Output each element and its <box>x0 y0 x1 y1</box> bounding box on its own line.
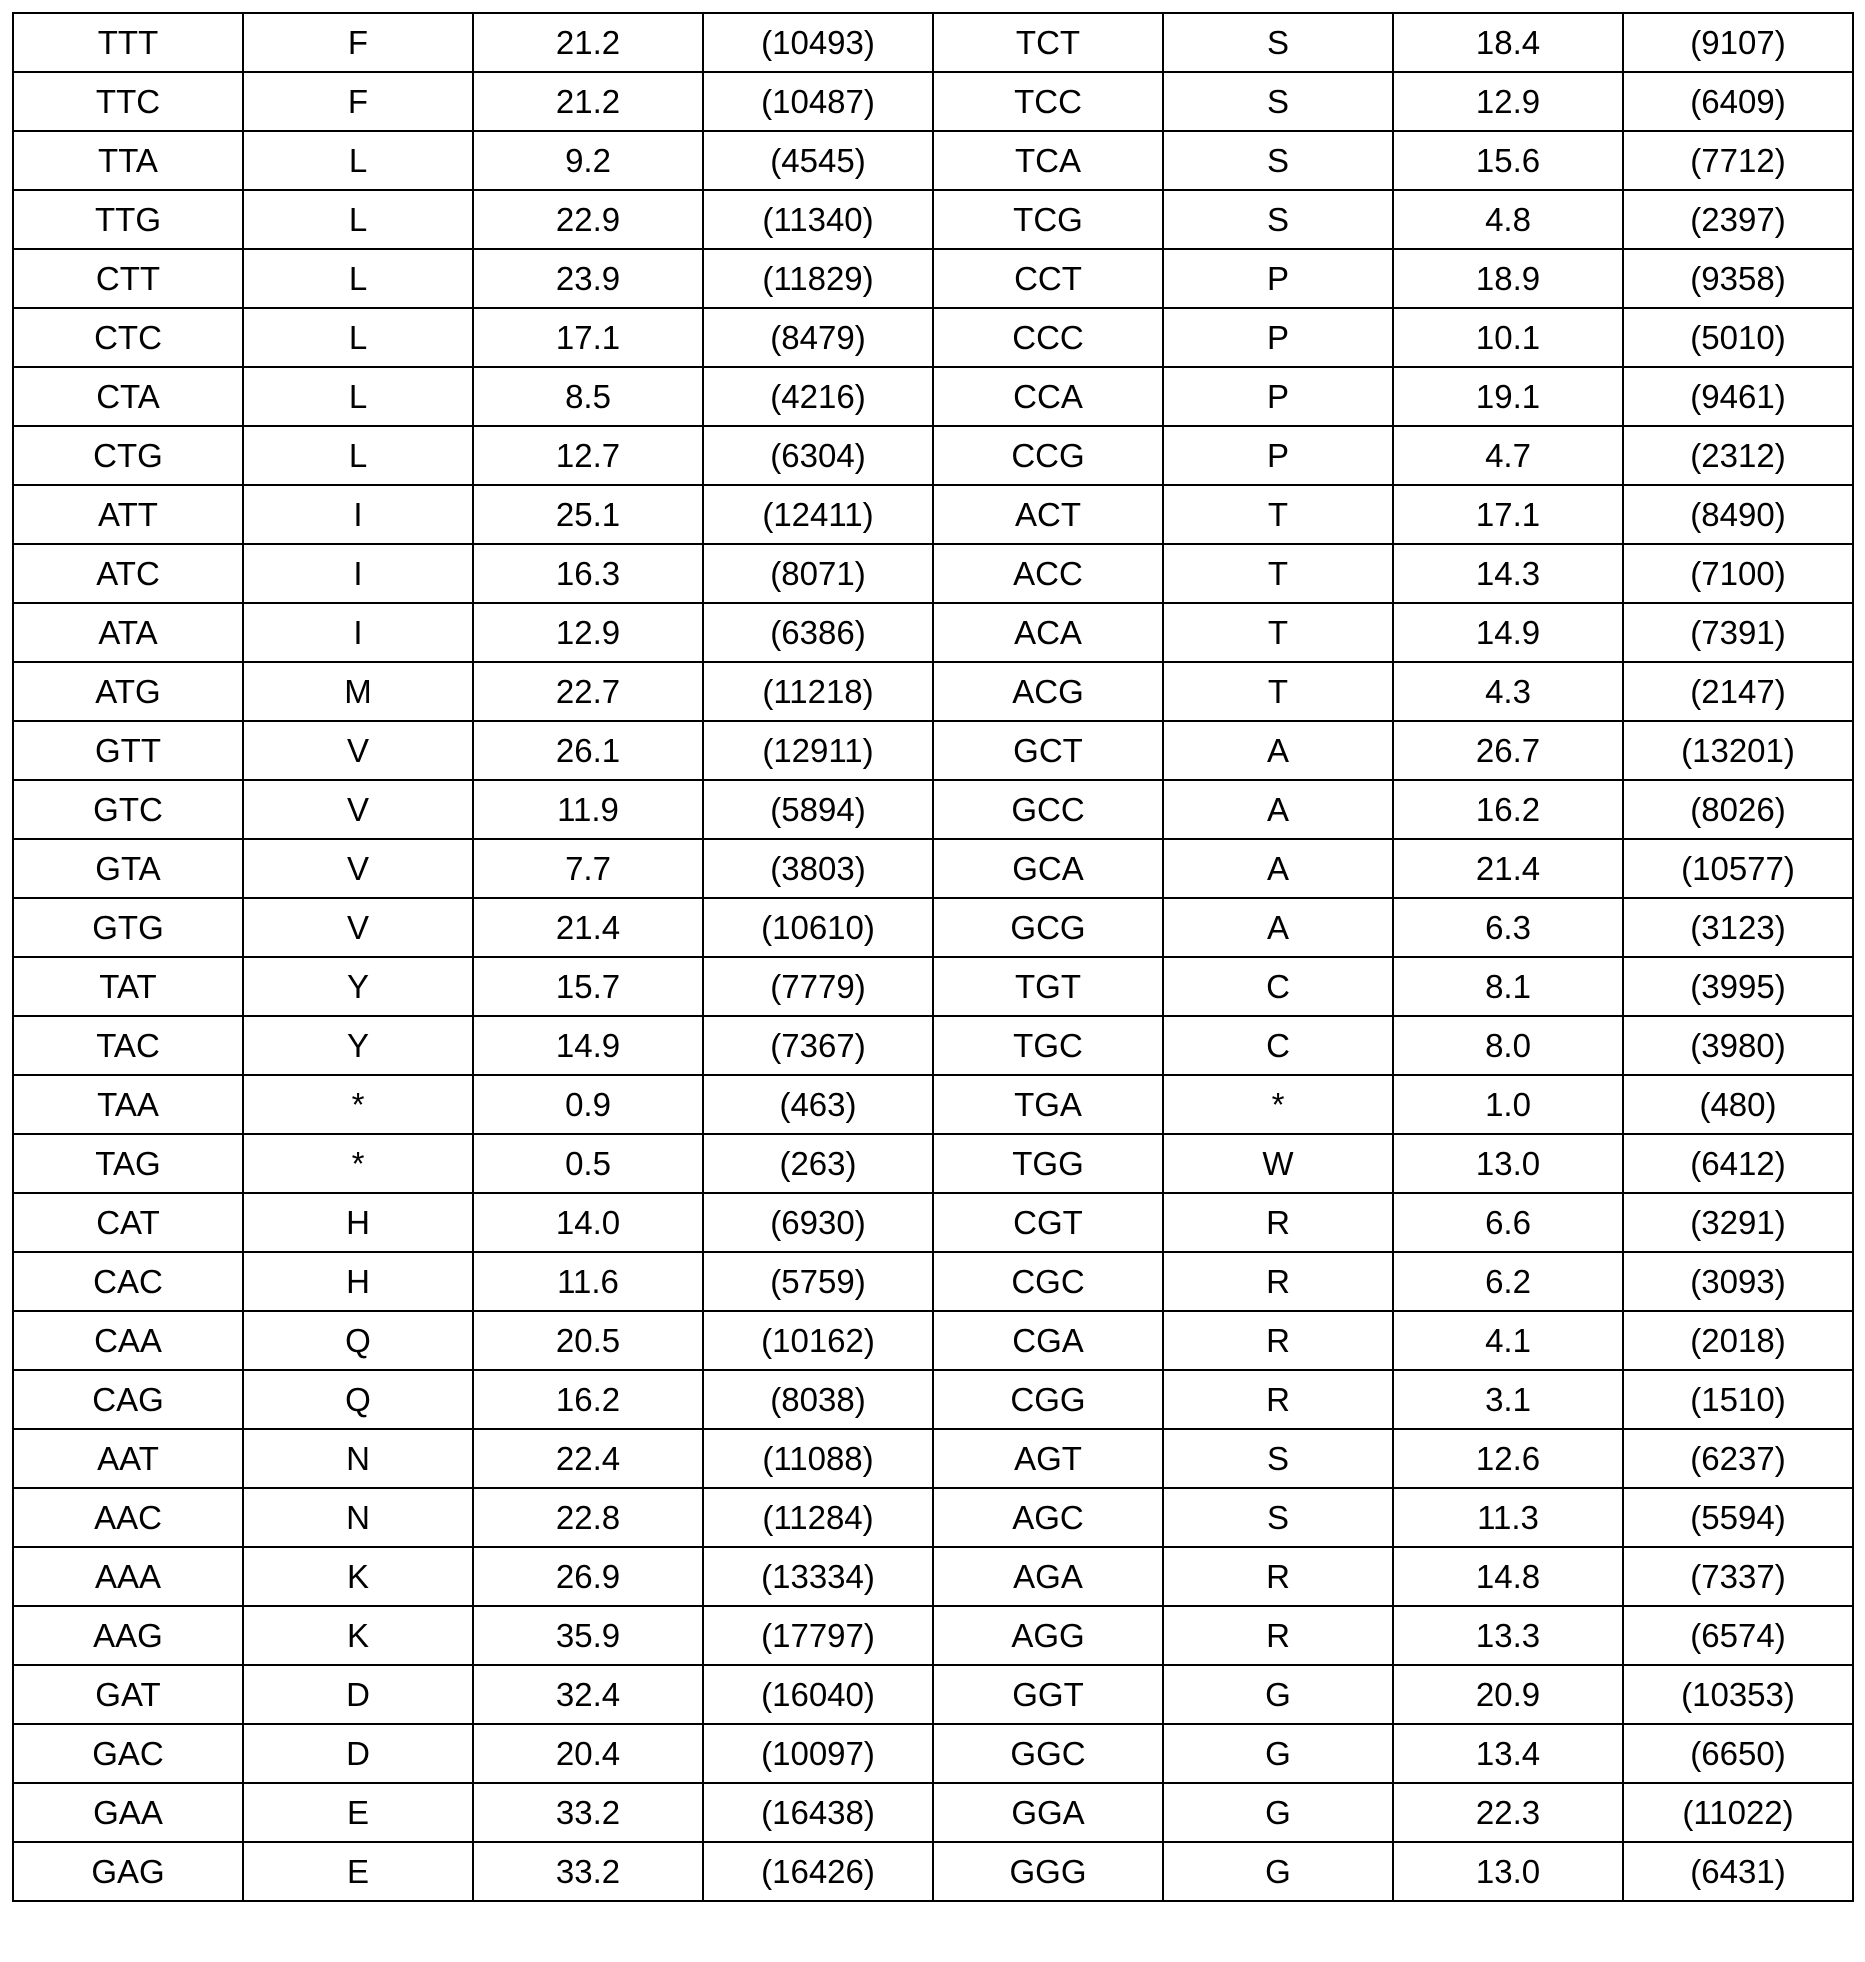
frequency-cell: 0.9 <box>473 1075 703 1134</box>
frequency-cell: 25.1 <box>473 485 703 544</box>
frequency-cell: 4.1 <box>1393 1311 1623 1370</box>
count-cell: (8071) <box>703 544 933 603</box>
table-row <box>13 131 1853 190</box>
amino-acid-cell: E <box>243 1783 473 1842</box>
count-cell: (11340) <box>703 190 933 249</box>
count-cell: (3803) <box>703 839 933 898</box>
frequency-cell: 14.9 <box>473 1016 703 1075</box>
amino-acid-cell: I <box>243 485 473 544</box>
amino-acid-cell: N <box>243 1488 473 1547</box>
amino-acid-cell: Q <box>243 1311 473 1370</box>
codon-cell: GCC <box>933 780 1163 839</box>
codon-cell: TAG <box>13 1134 243 1193</box>
count-cell: (2018) <box>1623 1311 1853 1370</box>
codon-cell: CGG <box>933 1370 1163 1429</box>
frequency-cell: 18.9 <box>1393 249 1623 308</box>
table-row <box>13 1134 1853 1193</box>
amino-acid-cell: E <box>243 1842 473 1901</box>
codon-cell: TAC <box>13 1016 243 1075</box>
count-cell: (11829) <box>703 249 933 308</box>
codon-cell: TAA <box>13 1075 243 1134</box>
count-cell: (12411) <box>703 485 933 544</box>
frequency-cell: 1.0 <box>1393 1075 1623 1134</box>
codon-cell: TGG <box>933 1134 1163 1193</box>
codon-cell: ATT <box>13 485 243 544</box>
count-cell: (6304) <box>703 426 933 485</box>
amino-acid-cell: S <box>1163 72 1393 131</box>
count-cell: (2312) <box>1623 426 1853 485</box>
codon-cell: GTA <box>13 839 243 898</box>
count-cell: (6930) <box>703 1193 933 1252</box>
amino-acid-cell: A <box>1163 780 1393 839</box>
frequency-cell: 20.4 <box>473 1724 703 1783</box>
frequency-cell: 16.2 <box>473 1370 703 1429</box>
amino-acid-cell: V <box>243 898 473 957</box>
frequency-cell: 4.3 <box>1393 662 1623 721</box>
count-cell: (8490) <box>1623 485 1853 544</box>
count-cell: (3291) <box>1623 1193 1853 1252</box>
amino-acid-cell: C <box>1163 957 1393 1016</box>
codon-cell: CTG <box>13 426 243 485</box>
frequency-cell: 16.2 <box>1393 780 1623 839</box>
codon-cell: ACC <box>933 544 1163 603</box>
frequency-cell: 22.3 <box>1393 1783 1623 1842</box>
count-cell: (6574) <box>1623 1606 1853 1665</box>
table-row <box>13 426 1853 485</box>
count-cell: (9358) <box>1623 249 1853 308</box>
codon-cell: GCA <box>933 839 1163 898</box>
frequency-cell: 11.6 <box>473 1252 703 1311</box>
table-row <box>13 721 1853 780</box>
codon-cell: ACT <box>933 485 1163 544</box>
amino-acid-cell: G <box>1163 1783 1393 1842</box>
amino-acid-cell: L <box>243 190 473 249</box>
frequency-cell: 11.3 <box>1393 1488 1623 1547</box>
amino-acid-cell: P <box>1163 367 1393 426</box>
amino-acid-cell: H <box>243 1252 473 1311</box>
frequency-cell: 35.9 <box>473 1606 703 1665</box>
frequency-cell: 12.9 <box>1393 72 1623 131</box>
table-row <box>13 957 1853 1016</box>
amino-acid-cell: Y <box>243 957 473 1016</box>
frequency-cell: 22.9 <box>473 190 703 249</box>
count-cell: (16040) <box>703 1665 933 1724</box>
count-cell: (13334) <box>703 1547 933 1606</box>
count-cell: (6409) <box>1623 72 1853 131</box>
amino-acid-cell: S <box>1163 1429 1393 1488</box>
table-row <box>13 1370 1853 1429</box>
codon-cell: AAA <box>13 1547 243 1606</box>
amino-acid-cell: A <box>1163 839 1393 898</box>
count-cell: (11022) <box>1623 1783 1853 1842</box>
frequency-cell: 6.6 <box>1393 1193 1623 1252</box>
amino-acid-cell: S <box>1163 1488 1393 1547</box>
codon-cell: GAA <box>13 1783 243 1842</box>
count-cell: (7367) <box>703 1016 933 1075</box>
count-cell: (2147) <box>1623 662 1853 721</box>
count-cell: (463) <box>703 1075 933 1134</box>
amino-acid-cell: R <box>1163 1606 1393 1665</box>
codon-cell: CCT <box>933 249 1163 308</box>
frequency-cell: 20.5 <box>473 1311 703 1370</box>
codon-cell: CAT <box>13 1193 243 1252</box>
codon-cell: CAA <box>13 1311 243 1370</box>
codon-cell: CTA <box>13 367 243 426</box>
frequency-cell: 21.4 <box>473 898 703 957</box>
codon-cell: AGC <box>933 1488 1163 1547</box>
amino-acid-cell: F <box>243 72 473 131</box>
amino-acid-cell: L <box>243 131 473 190</box>
count-cell: (10493) <box>703 13 933 72</box>
codon-cell: TAT <box>13 957 243 1016</box>
amino-acid-cell: L <box>243 426 473 485</box>
count-cell: (3980) <box>1623 1016 1853 1075</box>
frequency-cell: 8.0 <box>1393 1016 1623 1075</box>
count-cell: (9107) <box>1623 13 1853 72</box>
frequency-cell: 14.3 <box>1393 544 1623 603</box>
frequency-cell: 33.2 <box>473 1783 703 1842</box>
amino-acid-cell: V <box>243 721 473 780</box>
count-cell: (10610) <box>703 898 933 957</box>
codon-cell: CCA <box>933 367 1163 426</box>
count-cell: (263) <box>703 1134 933 1193</box>
count-cell: (13201) <box>1623 721 1853 780</box>
codon-cell: GGC <box>933 1724 1163 1783</box>
frequency-cell: 21.2 <box>473 13 703 72</box>
table-row <box>13 1016 1853 1075</box>
frequency-cell: 26.9 <box>473 1547 703 1606</box>
codon-cell: TTT <box>13 13 243 72</box>
amino-acid-cell: G <box>1163 1842 1393 1901</box>
frequency-cell: 26.7 <box>1393 721 1623 780</box>
codon-cell: GTC <box>13 780 243 839</box>
count-cell: (4216) <box>703 367 933 426</box>
count-cell: (10353) <box>1623 1665 1853 1724</box>
frequency-cell: 19.1 <box>1393 367 1623 426</box>
amino-acid-cell: R <box>1163 1193 1393 1252</box>
amino-acid-cell: R <box>1163 1370 1393 1429</box>
table-row <box>13 603 1853 662</box>
count-cell: (10162) <box>703 1311 933 1370</box>
frequency-cell: 32.4 <box>473 1665 703 1724</box>
count-cell: (8038) <box>703 1370 933 1429</box>
table-row <box>13 1665 1853 1724</box>
codon-cell: ATC <box>13 544 243 603</box>
count-cell: (11218) <box>703 662 933 721</box>
frequency-cell: 15.7 <box>473 957 703 1016</box>
codon-usage-table <box>12 12 1854 1902</box>
table-row <box>13 485 1853 544</box>
frequency-cell: 21.4 <box>1393 839 1623 898</box>
frequency-cell: 4.8 <box>1393 190 1623 249</box>
codon-cell: AAC <box>13 1488 243 1547</box>
codon-cell: GTG <box>13 898 243 957</box>
amino-acid-cell: S <box>1163 131 1393 190</box>
count-cell: (5894) <box>703 780 933 839</box>
table-row <box>13 780 1853 839</box>
count-cell: (3093) <box>1623 1252 1853 1311</box>
amino-acid-cell: N <box>243 1429 473 1488</box>
codon-cell: CTT <box>13 249 243 308</box>
codon-cell: AAG <box>13 1606 243 1665</box>
frequency-cell: 14.0 <box>473 1193 703 1252</box>
amino-acid-cell: I <box>243 603 473 662</box>
codon-cell: GGA <box>933 1783 1163 1842</box>
count-cell: (6237) <box>1623 1429 1853 1488</box>
codon-cell: CGT <box>933 1193 1163 1252</box>
amino-acid-cell: T <box>1163 662 1393 721</box>
table-row <box>13 1547 1853 1606</box>
frequency-cell: 11.9 <box>473 780 703 839</box>
count-cell: (17797) <box>703 1606 933 1665</box>
codon-cell: CAC <box>13 1252 243 1311</box>
frequency-cell: 14.9 <box>1393 603 1623 662</box>
count-cell: (16438) <box>703 1783 933 1842</box>
frequency-cell: 21.2 <box>473 72 703 131</box>
codon-cell: ATG <box>13 662 243 721</box>
table-row <box>13 898 1853 957</box>
table-row <box>13 839 1853 898</box>
frequency-cell: 7.7 <box>473 839 703 898</box>
amino-acid-cell: S <box>1163 190 1393 249</box>
frequency-cell: 26.1 <box>473 721 703 780</box>
amino-acid-cell: I <box>243 544 473 603</box>
frequency-cell: 9.2 <box>473 131 703 190</box>
table-row <box>13 544 1853 603</box>
frequency-cell: 3.1 <box>1393 1370 1623 1429</box>
codon-cell: GCT <box>933 721 1163 780</box>
amino-acid-cell: L <box>243 367 473 426</box>
count-cell: (8479) <box>703 308 933 367</box>
count-cell: (12911) <box>703 721 933 780</box>
frequency-cell: 12.9 <box>473 603 703 662</box>
frequency-cell: 20.9 <box>1393 1665 1623 1724</box>
codon-cell: GAG <box>13 1842 243 1901</box>
count-cell: (10097) <box>703 1724 933 1783</box>
frequency-cell: 15.6 <box>1393 131 1623 190</box>
amino-acid-cell: P <box>1163 426 1393 485</box>
codon-cell: CCG <box>933 426 1163 485</box>
codon-cell: GAC <box>13 1724 243 1783</box>
table-row <box>13 308 1853 367</box>
amino-acid-cell: * <box>243 1075 473 1134</box>
count-cell: (16426) <box>703 1842 933 1901</box>
frequency-cell: 13.3 <box>1393 1606 1623 1665</box>
table-row <box>13 72 1853 131</box>
count-cell: (11284) <box>703 1488 933 1547</box>
table-row <box>13 190 1853 249</box>
table-row <box>13 1606 1853 1665</box>
frequency-cell: 14.8 <box>1393 1547 1623 1606</box>
codon-cell: CGA <box>933 1311 1163 1370</box>
amino-acid-cell: W <box>1163 1134 1393 1193</box>
amino-acid-cell: A <box>1163 721 1393 780</box>
amino-acid-cell: L <box>243 249 473 308</box>
frequency-cell: 12.7 <box>473 426 703 485</box>
amino-acid-cell: * <box>1163 1075 1393 1134</box>
codon-cell: CCC <box>933 308 1163 367</box>
count-cell: (11088) <box>703 1429 933 1488</box>
frequency-cell: 22.4 <box>473 1429 703 1488</box>
frequency-cell: 18.4 <box>1393 13 1623 72</box>
frequency-cell: 8.1 <box>1393 957 1623 1016</box>
amino-acid-cell: D <box>243 1665 473 1724</box>
table-row <box>13 662 1853 721</box>
codon-cell: ACA <box>933 603 1163 662</box>
frequency-cell: 13.0 <box>1393 1134 1623 1193</box>
amino-acid-cell: Q <box>243 1370 473 1429</box>
codon-cell: CGC <box>933 1252 1163 1311</box>
codon-cell: TGA <box>933 1075 1163 1134</box>
count-cell: (2397) <box>1623 190 1853 249</box>
codon-cell: TTA <box>13 131 243 190</box>
amino-acid-cell: M <box>243 662 473 721</box>
codon-cell: TCT <box>933 13 1163 72</box>
amino-acid-cell: A <box>1163 898 1393 957</box>
table-row <box>13 1252 1853 1311</box>
codon-cell: GTT <box>13 721 243 780</box>
count-cell: (6386) <box>703 603 933 662</box>
codon-cell: TCG <box>933 190 1163 249</box>
frequency-cell: 6.3 <box>1393 898 1623 957</box>
amino-acid-cell: R <box>1163 1252 1393 1311</box>
count-cell: (7779) <box>703 957 933 1016</box>
frequency-cell: 16.3 <box>473 544 703 603</box>
amino-acid-cell: * <box>243 1134 473 1193</box>
table-row <box>13 13 1853 72</box>
frequency-cell: 6.2 <box>1393 1252 1623 1311</box>
amino-acid-cell: D <box>243 1724 473 1783</box>
codon-cell: TCC <box>933 72 1163 131</box>
amino-acid-cell: K <box>243 1606 473 1665</box>
codon-cell: GCG <box>933 898 1163 957</box>
amino-acid-cell: L <box>243 308 473 367</box>
codon-cell: CAG <box>13 1370 243 1429</box>
codon-cell: TGC <box>933 1016 1163 1075</box>
frequency-cell: 22.8 <box>473 1488 703 1547</box>
amino-acid-cell: G <box>1163 1665 1393 1724</box>
amino-acid-cell: T <box>1163 544 1393 603</box>
amino-acid-cell: C <box>1163 1016 1393 1075</box>
table-row <box>13 1429 1853 1488</box>
frequency-cell: 13.4 <box>1393 1724 1623 1783</box>
table-row <box>13 1075 1853 1134</box>
frequency-cell: 13.0 <box>1393 1842 1623 1901</box>
frequency-cell: 4.7 <box>1393 426 1623 485</box>
table-row <box>13 1842 1853 1901</box>
codon-cell: CTC <box>13 308 243 367</box>
count-cell: (7337) <box>1623 1547 1853 1606</box>
count-cell: (6650) <box>1623 1724 1853 1783</box>
codon-cell: GGG <box>933 1842 1163 1901</box>
codon-cell: AGA <box>933 1547 1163 1606</box>
count-cell: (7391) <box>1623 603 1853 662</box>
amino-acid-cell: P <box>1163 249 1393 308</box>
amino-acid-cell: T <box>1163 603 1393 662</box>
amino-acid-cell: R <box>1163 1311 1393 1370</box>
count-cell: (9461) <box>1623 367 1853 426</box>
codon-cell: ACG <box>933 662 1163 721</box>
count-cell: (480) <box>1623 1075 1853 1134</box>
table-row <box>13 249 1853 308</box>
count-cell: (3995) <box>1623 957 1853 1016</box>
amino-acid-cell: Y <box>243 1016 473 1075</box>
frequency-cell: 10.1 <box>1393 308 1623 367</box>
frequency-cell: 17.1 <box>473 308 703 367</box>
frequency-cell: 0.5 <box>473 1134 703 1193</box>
count-cell: (7712) <box>1623 131 1853 190</box>
amino-acid-cell: S <box>1163 13 1393 72</box>
amino-acid-cell: V <box>243 780 473 839</box>
codon-cell: TCA <box>933 131 1163 190</box>
codon-cell: GGT <box>933 1665 1163 1724</box>
amino-acid-cell: K <box>243 1547 473 1606</box>
amino-acid-cell: V <box>243 839 473 898</box>
count-cell: (5759) <box>703 1252 933 1311</box>
amino-acid-cell: G <box>1163 1724 1393 1783</box>
codon-cell: AGG <box>933 1606 1163 1665</box>
amino-acid-cell: H <box>243 1193 473 1252</box>
codon-cell: GAT <box>13 1665 243 1724</box>
codon-cell: AAT <box>13 1429 243 1488</box>
count-cell: (10487) <box>703 72 933 131</box>
frequency-cell: 8.5 <box>473 367 703 426</box>
table-row <box>13 367 1853 426</box>
frequency-cell: 12.6 <box>1393 1429 1623 1488</box>
count-cell: (5010) <box>1623 308 1853 367</box>
count-cell: (8026) <box>1623 780 1853 839</box>
frequency-cell: 23.9 <box>473 249 703 308</box>
table-row <box>13 1488 1853 1547</box>
codon-cell: ATA <box>13 603 243 662</box>
count-cell: (7100) <box>1623 544 1853 603</box>
table-row <box>13 1311 1853 1370</box>
count-cell: (3123) <box>1623 898 1853 957</box>
codon-cell: TTC <box>13 72 243 131</box>
table-row <box>13 1724 1853 1783</box>
amino-acid-cell: P <box>1163 308 1393 367</box>
count-cell: (10577) <box>1623 839 1853 898</box>
frequency-cell: 22.7 <box>473 662 703 721</box>
table-row <box>13 1783 1853 1842</box>
codon-cell: AGT <box>933 1429 1163 1488</box>
count-cell: (4545) <box>703 131 933 190</box>
amino-acid-cell: T <box>1163 485 1393 544</box>
codon-cell: TTG <box>13 190 243 249</box>
amino-acid-cell: F <box>243 13 473 72</box>
count-cell: (1510) <box>1623 1370 1853 1429</box>
frequency-cell: 17.1 <box>1393 485 1623 544</box>
codon-cell: TGT <box>933 957 1163 1016</box>
count-cell: (5594) <box>1623 1488 1853 1547</box>
frequency-cell: 33.2 <box>473 1842 703 1901</box>
count-cell: (6412) <box>1623 1134 1853 1193</box>
amino-acid-cell: R <box>1163 1547 1393 1606</box>
count-cell: (6431) <box>1623 1842 1853 1901</box>
table-row <box>13 1193 1853 1252</box>
